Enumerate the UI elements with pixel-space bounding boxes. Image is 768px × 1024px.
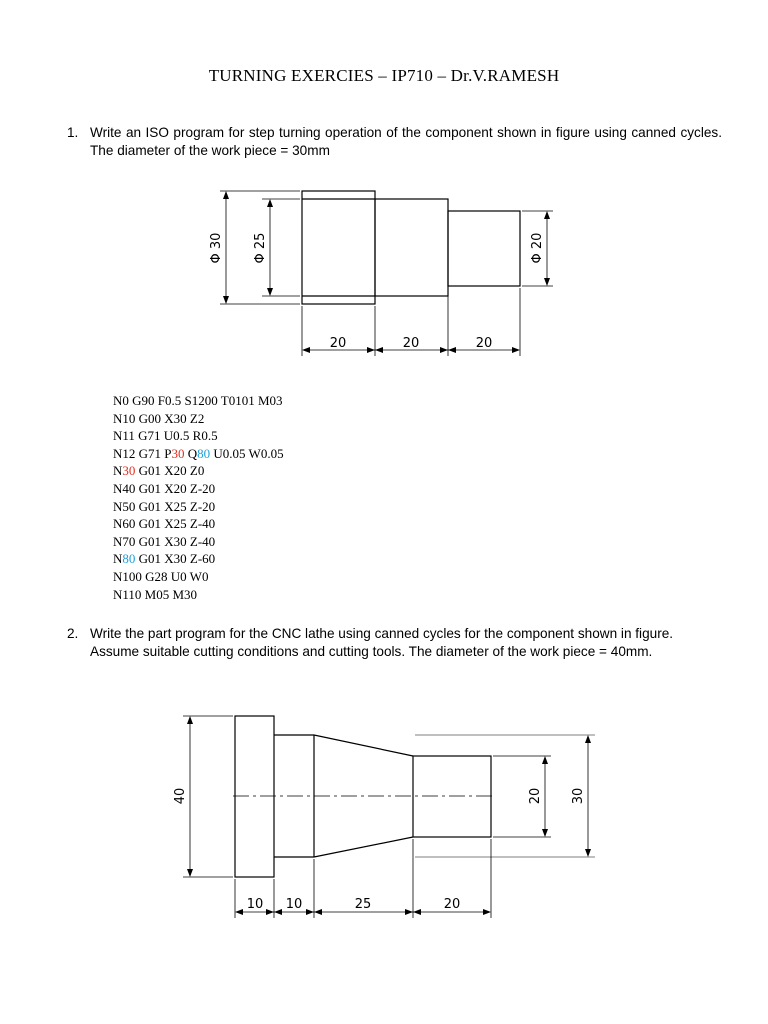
figure-1-dim-dia-25: Φ 25 (253, 232, 268, 264)
figure-2-section-40 (235, 716, 274, 877)
program-highlight-red: 30 (171, 445, 185, 461)
program-text: N110 M05 M30 (113, 586, 198, 602)
question-1 (67, 124, 722, 159)
program-highlight-blue: 80 (197, 445, 211, 461)
program-text: Q (184, 445, 198, 461)
figure-1-section-25 (375, 199, 448, 296)
program-highlight-blue: 80 (122, 551, 136, 567)
program-listing (113, 392, 284, 603)
question-1-text: Write an ISO program for step turning operation of the component shown in figure using canned cycles. The diameter of the work piece = 30mm (90, 125, 722, 158)
program-line (113, 568, 284, 586)
program-text: N10 G00 X30 Z2 (113, 410, 205, 426)
program-highlight-red: 30 (122, 463, 136, 479)
program-line (113, 392, 284, 410)
figure-2-dim-length-4: 20 (443, 897, 461, 912)
program-text: N (113, 551, 123, 567)
figure-2-dim-dia-30: 30 (571, 787, 586, 805)
question-2-number: 2. (67, 626, 79, 641)
program-text: G01 X30 Z-60 (135, 551, 216, 567)
program-text: N70 G01 X30 Z-40 (113, 533, 216, 549)
program-line (113, 462, 284, 480)
program-line (113, 445, 284, 463)
figure-1-dim-length-2: 20 (402, 336, 420, 351)
program-text: N60 G01 X25 Z-40 (113, 516, 216, 532)
program-line (113, 550, 284, 568)
program-line (113, 515, 284, 533)
figure-1-dim-dia-20: Φ 20 (530, 232, 545, 264)
program-text: G01 X20 Z0 (135, 463, 205, 479)
figure-1-dim-length-3: 20 (475, 336, 493, 351)
figure-2-dim-length-2: 10 (285, 897, 303, 912)
question-1-number: 1. (67, 125, 79, 140)
figure-2-dim-dia-40: 40 (173, 787, 188, 805)
program-line (113, 498, 284, 516)
document-title: TURNING EXERCIES – IP710 – Dr.V.RAMESH (208, 66, 560, 85)
program-line (113, 410, 284, 428)
figure-2-dim-dia-20: 20 (528, 787, 543, 805)
program-text: N50 G01 X25 Z-20 (113, 498, 216, 514)
program-line (113, 480, 284, 498)
figure-2-taper-bottom (314, 837, 413, 857)
question-2-text: Write the part program for the CNC lathe using canned cycles for the component shown in figure. Assume suitable cutting conditions and cutting tools. The diameter of the work piece = 40mm. (90, 626, 674, 659)
program-text: N100 G28 U0 W0 (113, 568, 209, 584)
figure-2-dim-length-1: 10 (246, 897, 264, 912)
figure-2-section-20 (413, 756, 491, 837)
figure-1-section-20 (448, 211, 520, 286)
program-line (113, 586, 284, 604)
program-text: N (113, 463, 123, 479)
program-line (113, 533, 284, 551)
figure-2-taper-top (314, 735, 413, 756)
program-line (113, 427, 284, 445)
figure-1-section-30 (302, 191, 375, 304)
program-text: N12 G71 P (113, 445, 172, 461)
figure-1-dim-dia-30: Φ 30 (209, 232, 224, 264)
question-2 (67, 625, 722, 660)
figure-1-dim-length-1: 20 (329, 336, 347, 351)
program-text: N0 G90 F0.5 S1200 T0101 M03 (113, 393, 283, 408)
program-text: N11 G71 U0.5 R0.5 (113, 428, 218, 444)
program-text: U0.05 W0.05 (210, 445, 284, 461)
program-text: N40 G01 X20 Z-20 (113, 480, 216, 496)
figure-2-dim-length-3: 25 (354, 897, 372, 912)
